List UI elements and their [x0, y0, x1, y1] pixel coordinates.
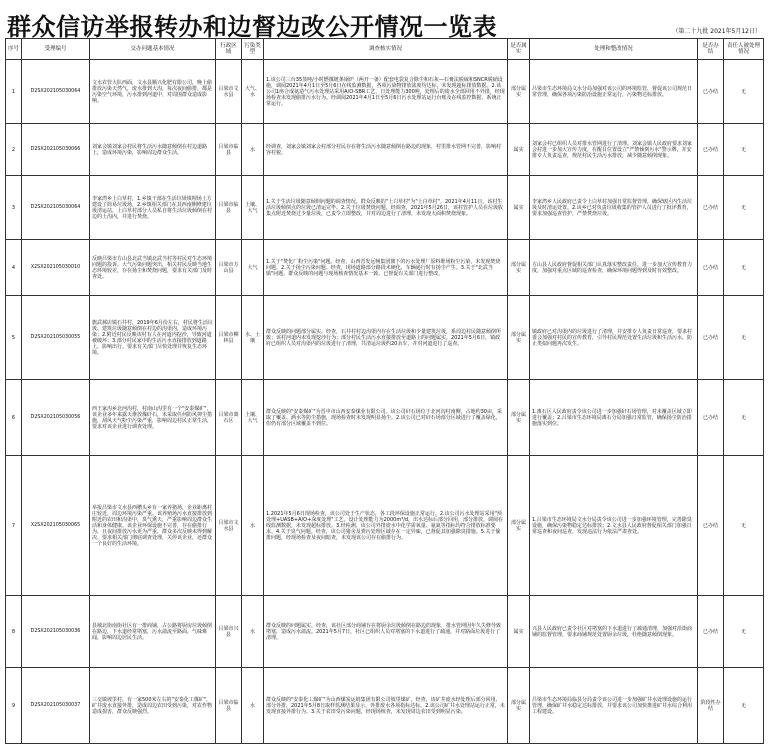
table-row: [6, 296, 764, 380]
row-closed: 已办结: [698, 240, 724, 296]
row-action-text: 1.吕梁市生态环境局文水分局责令该公司进一步加强环境管理，完善除臭设施，确保污染物稳定达标排放；2.文水县人民政府督促相关部门加强日常巡查和夜间巡查，发现违法行为依法严肃查处。: [532, 516, 692, 535]
row-action-text: 1.离石区人民政府责令该公司进一步加强矸石场管理，对未覆盖区域立即进行覆盖；2.吕梁市生态环境局离石分局加强日常监管，确保扬尘防治措施落实到位。: [532, 408, 692, 427]
row-issue-text: 西王家沟乡北河沟村，村南山沟里有一个"安泰煤矿"，该企业多年来露天堆放煤矸石，未采取任何防风抑尘措施，刮风天气粉尘污染严重，影响周边村民正常生活，要求对该企业进行调查处理。: [92, 405, 213, 430]
row-verified: 部分属实: [508, 60, 530, 124]
row-verified: 部分属实: [508, 296, 530, 380]
row-id: X2SX202105030010: [22, 240, 90, 296]
row-no: 4: [6, 240, 22, 296]
table-row: [6, 240, 764, 296]
col-header-no: 序号: [6, 39, 22, 60]
row-finding-text: 1.关于生活垃圾随意倾倒问题的调查情况。群众反映的"上白草村"为"上白草村"。2021年4月11日，该村生活垃圾倾倒点的垃圾已清运完毕。2.关于垃圾焚烧问题。经调查，2021年5月26日，该村管护人员在垃圾收集点附近焚烧过少量垃圾，已责令立即整改，并对周边进行了清理，未发现大面积焚烧现象。: [266, 198, 504, 217]
row-issue: [90, 668, 216, 744]
report-table: [5, 38, 764, 744]
table-row: [6, 668, 764, 744]
row-no: 9: [6, 668, 22, 744]
col-header-verified: 是否属实: [508, 39, 530, 60]
row-action-text: 方山县人民政府督促相关部门认真落实整改责任，进一步加大宣传教育力度，加强对重点区域的巡查检查，确保环境问题得到及时有效整改。: [532, 261, 693, 274]
row-verified: 部分属实: [508, 456, 530, 596]
table-row: [6, 456, 764, 596]
row-closed: 已办结: [698, 176, 724, 240]
row-action-text: 镇政府已对沟渠内的垃圾进行了清理，并安排专人负责日常巡查，要求村委会加强对村民的宣传教育，引导村民规范处置生活垃圾和生活污水，防止类似问题再次发生。: [532, 328, 693, 347]
table-row: [6, 176, 764, 240]
col-header-action: 处理和整改情况: [530, 39, 698, 60]
row-action: [530, 380, 698, 456]
row-region: 吕梁市文水县: [216, 60, 242, 124]
row-closed: 阶段性办结: [698, 668, 724, 744]
row-type: 大气、水: [242, 60, 264, 124]
row-accountable: 无: [724, 456, 764, 596]
row-id: X2SX202105030065: [22, 456, 90, 596]
row-finding-text: 1.2021年5月6日现场检查，该公司处于生产状态，各工段环保设施正常运行。2.该公司污水处理站采用"预处理+UASB+A/O+深度处理"工艺，设计处理能力为2000m³/d，出水达标后部分回用，部分排放。调阅在线监测数据，未发现超标排放。3.经检测，该公司外排废水中化学需氧量、氨氮等指标均符合排放标准要求。4.关于臭气问题。经查，该公司猪舍及粪污处理区域存在一定异味，已督促其加强除臭措施。5.关于偷排问题，经现场检查及夜间暗查，未发现该公司存在偷排行为。: [266, 510, 504, 541]
row-finding: [264, 668, 508, 744]
row-type: 水: [242, 456, 264, 596]
row-issue: [90, 176, 216, 240]
row-action: [530, 456, 698, 596]
row-finding: [264, 60, 508, 124]
row-type: 水: [242, 596, 264, 668]
row-action: [530, 240, 698, 296]
row-region: 吕梁市方山县: [216, 240, 242, 296]
row-region: 吕梁市柳林县: [216, 296, 242, 380]
row-issue-text: 文水农管大队西面，文水县顺兴化肥有限公司，晚上偷排放污染天然气，废水排到大沟，每次夜间偷排，都是污染空气环境，污水排到河道中，对周围群众造成影响。: [92, 79, 213, 104]
row-finding-text: 群众反映的问题属实。经查，该社区部分商铺存在将厨余垃圾倾倒在路边的现象，排水管网因年久失修导致堵塞，造成污水溢流。2021年5月7日，社区已组织人员对堵塞的下水道进行了疏通，并对路面垃圾进行了清理。: [266, 622, 502, 641]
row-action-text: 李家湾乡人民政府已责令上白草村加强日常监督管理，确保辖区内生活垃圾及时清运处置。2.该乡已对负责垃圾收集的管护人员进行了批评教育，要求加强巡查管护，严禁焚烧垃圾。: [532, 198, 693, 217]
row-finding-text: 群众反映的"安泰煤矿"为晋中市山西安泰煤业有限公司。该公司矸石场位于北河沟村南侧，占地约30亩，采取了覆盖、洒水等防尘措施，现场检查时未发现明显扬尘。2.该公司已对矸石场部分区域进行了覆盖绿化，但仍有部分区域覆盖不到位。: [266, 408, 502, 427]
row-issue-text: 李家湾乡上白草村，1.乡镇干部在生活垃圾填埋场上方建设了简易垃圾场，2.乡镇相关部门在其西南侧修建垃圾清运站，上白草村部分人员私自将生活垃圾倾倒在村边的土沟内，并进行焚烧。: [92, 195, 213, 220]
row-action: [530, 596, 698, 668]
row-accountable: 无: [724, 124, 764, 176]
row-issue-text: 县城北街南街社区有一排商铺，占公路将厨房垃圾倾倒在路边，下水道经常堵塞，污水溢流至路面，气味难闻，影响周边居民生活。: [92, 622, 213, 641]
row-accountable: 无: [724, 240, 764, 296]
col-header-closed: 是否办结: [698, 39, 724, 60]
row-id: D2SX202105030036: [22, 596, 90, 668]
row-issue-text: 旗武郝店镇石井村，2019年6月份左右，村民将生活垃圾、建筑垃圾随意倾倒在村边的沟渠内，造成环境污染；2.附近村民反映该村有人在河道内挖沙，导致河道被破坏；3.部分村民家中的生活污水直接排放到道路上，影响出行。要求有关部门尽快处理并恢复生态环境。: [92, 319, 213, 356]
row-issue: [90, 456, 216, 596]
row-region: 吕梁市临县: [216, 668, 242, 744]
title-row: [5, 4, 763, 41]
row-no: 1: [6, 60, 22, 124]
row-action-text: 刘家会村已组织人员对排水管网进行了清理。刘家会镇人民政府要求刘家会村进一步加大宣传力度，在醒目位置设立"严禁倾倒污水"警示牌，并安排专人负责巡查，规范村民生活污水排放，减少随意倾倒现象。: [532, 140, 693, 159]
row-issue: [90, 240, 216, 296]
row-action-text: 吕梁市生态环境局临县分局责令该公司进一步加强矿井水处理设施的运行管理，确保矿井水稳定达标排放，并要求该公司加快推进矿井水综合利用工程建设。: [532, 696, 693, 715]
row-region: 吕梁市临县: [216, 176, 242, 240]
col-header-id: 受理编号: [22, 39, 90, 60]
row-finding-text: 1.该公司三台35蒸吨/小时燃煤链条锅炉（两开一备）配套电袋复合除尘和石灰—石膏法脱硫和SNCR脱硝设施，调阅2021年4月1日至5月6日在线监测数据，各项污染物排放浓度均达标，未发现超标排放数据。2.该公司1座合成氨造气污水处理站采用A/O-SBR工艺，日处理能力300吨，处理后的废水全部回用不外排，经现场检查未发现偷排污水行为。经调阅2021年4月1日至5月6日污水处理站运行台账及在线监控数据，系统正常运行。: [266, 76, 505, 107]
row-action-text: 兴县人民政府已责令社区对堵塞的下水道进行了疏通清理，加强对沿街商铺的监督管理，要求商铺规范处置厨余垃圾，杜绝随意倾倒现象。: [532, 625, 693, 638]
row-closed: 已办结: [698, 456, 724, 596]
row-verified: 部分属实: [508, 240, 530, 296]
row-accountable: 无: [724, 60, 764, 124]
row-action: [530, 124, 698, 176]
table-row: [6, 596, 764, 668]
row-closed: 已办结: [698, 380, 724, 456]
row-finding-text: 群众反映的"安泰化工煤矿"为山西煤炭运销集团有限公司坡里煤矿。经查，该矿井废水经处理后部分回用、部分外排，2021年5月8日取样监测结果显示，外排废水各项指标达标。2.该公司矿井水处理站运行正常，未发现直接外排行为。3.关于农田受污染问题，经现场核查，未发现周边农田受到明显污染。: [266, 696, 505, 715]
row-closed: 已办结: [698, 596, 724, 668]
row-finding: [264, 596, 508, 668]
table-row: [6, 124, 764, 176]
row-verified: 属实: [508, 176, 530, 240]
row-action: [530, 176, 698, 240]
col-header-region: 行政区域: [216, 39, 242, 60]
row-region: 吕梁市兴县: [216, 596, 242, 668]
row-verified: 属实: [508, 124, 530, 176]
row-id: D2SX202105030056: [22, 380, 90, 456]
row-issue: [90, 60, 216, 124]
row-id: D2SX202105030064: [22, 176, 90, 240]
row-issue-text: 举报吕梁市文水县西槽头乡有一家养猪场，企业距离村庄较近，周边环境污染严重。该养殖场污水直接排放到附近的农田和沟渠中，臭气熏天，严重影响周边群众生活和身体健康。该企业环保设施不完善，存在偷排行为，且夜间排放污水更为严重，群众多次反映未得到解决。要求相关部门彻底调查处理，关停该企业，还群众一个良好的生活环境。: [92, 504, 213, 547]
row-id: D2SX202105030066: [22, 124, 90, 176]
row-issue: [90, 380, 216, 456]
row-type: 土壤、大气: [242, 380, 264, 456]
table-row: [6, 60, 764, 124]
row-finding-text: 经调查，刘家会镇刘家会村部分村民存在将生活污水随意倾倒在路边的现象，村里排水管网不完善，影响村容村貌。: [266, 143, 502, 156]
row-type: 水: [242, 668, 264, 744]
row-type: 水、土壤: [242, 296, 264, 380]
row-action: [530, 668, 698, 744]
row-closed: 已办结: [698, 124, 724, 176]
row-no: 3: [6, 176, 22, 240]
row-finding-text: 1.关于"焚化厂粉尘污染"问题。经查，山西晋发远畅集团旗下的污水处理厂原料堆场粉尘污染，未发现焚烧问题。2.关于扬尘污染问题。经查，现场道路部分路段未硬化，车辆通行时有扬尘产生。3.关于"北武当镇"问题，群众反映的问题与现场核查情况基本一致，已督促有关部门进行整改。: [266, 258, 501, 277]
row-accountable: 无: [724, 380, 764, 456]
row-action-text: 吕梁市生态环境局文水分局加强对该公司的环境监管，督促该公司规范日常管理，确保各项污染防治设施正常运行，污染物达标排放。: [532, 85, 693, 98]
row-id: D2SX202105030064: [22, 60, 90, 124]
col-header-issue: 交办问题基本情况: [90, 39, 216, 60]
row-finding: [264, 380, 508, 456]
row-finding: [264, 124, 508, 176]
page-title: 群众信访举报转办和边督边改公开情况一览表: [7, 13, 497, 41]
row-closed: 已办结: [698, 60, 724, 124]
row-accountable: 无: [724, 176, 764, 240]
row-verified: 属实: [508, 596, 530, 668]
row-no: 5: [6, 296, 22, 380]
col-header-accountable: 责任人被处理情况: [724, 39, 764, 60]
row-no: 8: [6, 596, 22, 668]
row-issue-text: 反映吕梁市方山县北武当镇北武当村等村民对生态环境问题的投诉，大气污染问题突出，相关村民反映当地生态环境较差，存在扬尘和焚烧问题，要求有关部门及时查处。: [92, 255, 213, 280]
row-no: 6: [6, 380, 22, 456]
row-finding-text: 群众反映的问题部分属实。经查，石井村村边沟渠内存在生活垃圾和少量建筑垃圾，系周边村民随意倾倒所致；该村河道内未发现挖沙行为；部分村民生活污水直接排放至道路上的问题属实。2021年5月6日，镇政府已组织人员对沟渠内的垃圾进行了清理，共清运垃圾约20余车，并对河道进行了巡查。: [266, 328, 502, 347]
row-region: 吕梁市离石区: [216, 380, 242, 456]
row-type: 土壤、大气: [242, 176, 264, 240]
row-action: [530, 60, 698, 124]
row-id: D2SX202105030037: [22, 668, 90, 744]
table-row: [6, 380, 764, 456]
row-region: 吕梁市文水县: [216, 456, 242, 596]
row-issue-text: 刘家会镇刘家会村民将生活污水随意倾倒在村边道路上，造成环境污染，影响周边群众生活。: [92, 143, 208, 156]
col-header-finding: 调查核实情况: [264, 39, 508, 60]
col-header-type: 污染类型: [242, 39, 264, 60]
row-issue: [90, 124, 216, 176]
row-accountable: 无: [724, 596, 764, 668]
row-verified: 部分属实: [508, 668, 530, 744]
row-accountable: 无: [724, 668, 764, 744]
row-no: 2: [6, 124, 22, 176]
row-closed: 已办结: [698, 296, 724, 380]
row-id: D2SX202105030055: [22, 296, 90, 380]
row-region: 吕梁市临县: [216, 124, 242, 176]
row-issue-text: 三交镇坡里村，有一家500米左右的"安泰化工煤矿"，矿井废水直接外排，造成周边农田受到污染，对农作物造成损害，群众反映强烈。: [92, 696, 213, 715]
row-issue: [90, 296, 216, 380]
row-finding: [264, 456, 508, 596]
row-accountable: 无: [724, 296, 764, 380]
row-type: 水: [242, 124, 264, 176]
row-finding: [264, 176, 508, 240]
row-finding: [264, 240, 508, 296]
row-type: 大气: [242, 240, 264, 296]
row-action: [530, 296, 698, 380]
row-verified: 部分属实: [508, 380, 530, 456]
page-subtitle: （第二十九批 2021年5月12日）: [672, 28, 761, 35]
row-finding: [264, 296, 508, 380]
row-issue: [90, 596, 216, 668]
row-no: 7: [6, 456, 22, 596]
